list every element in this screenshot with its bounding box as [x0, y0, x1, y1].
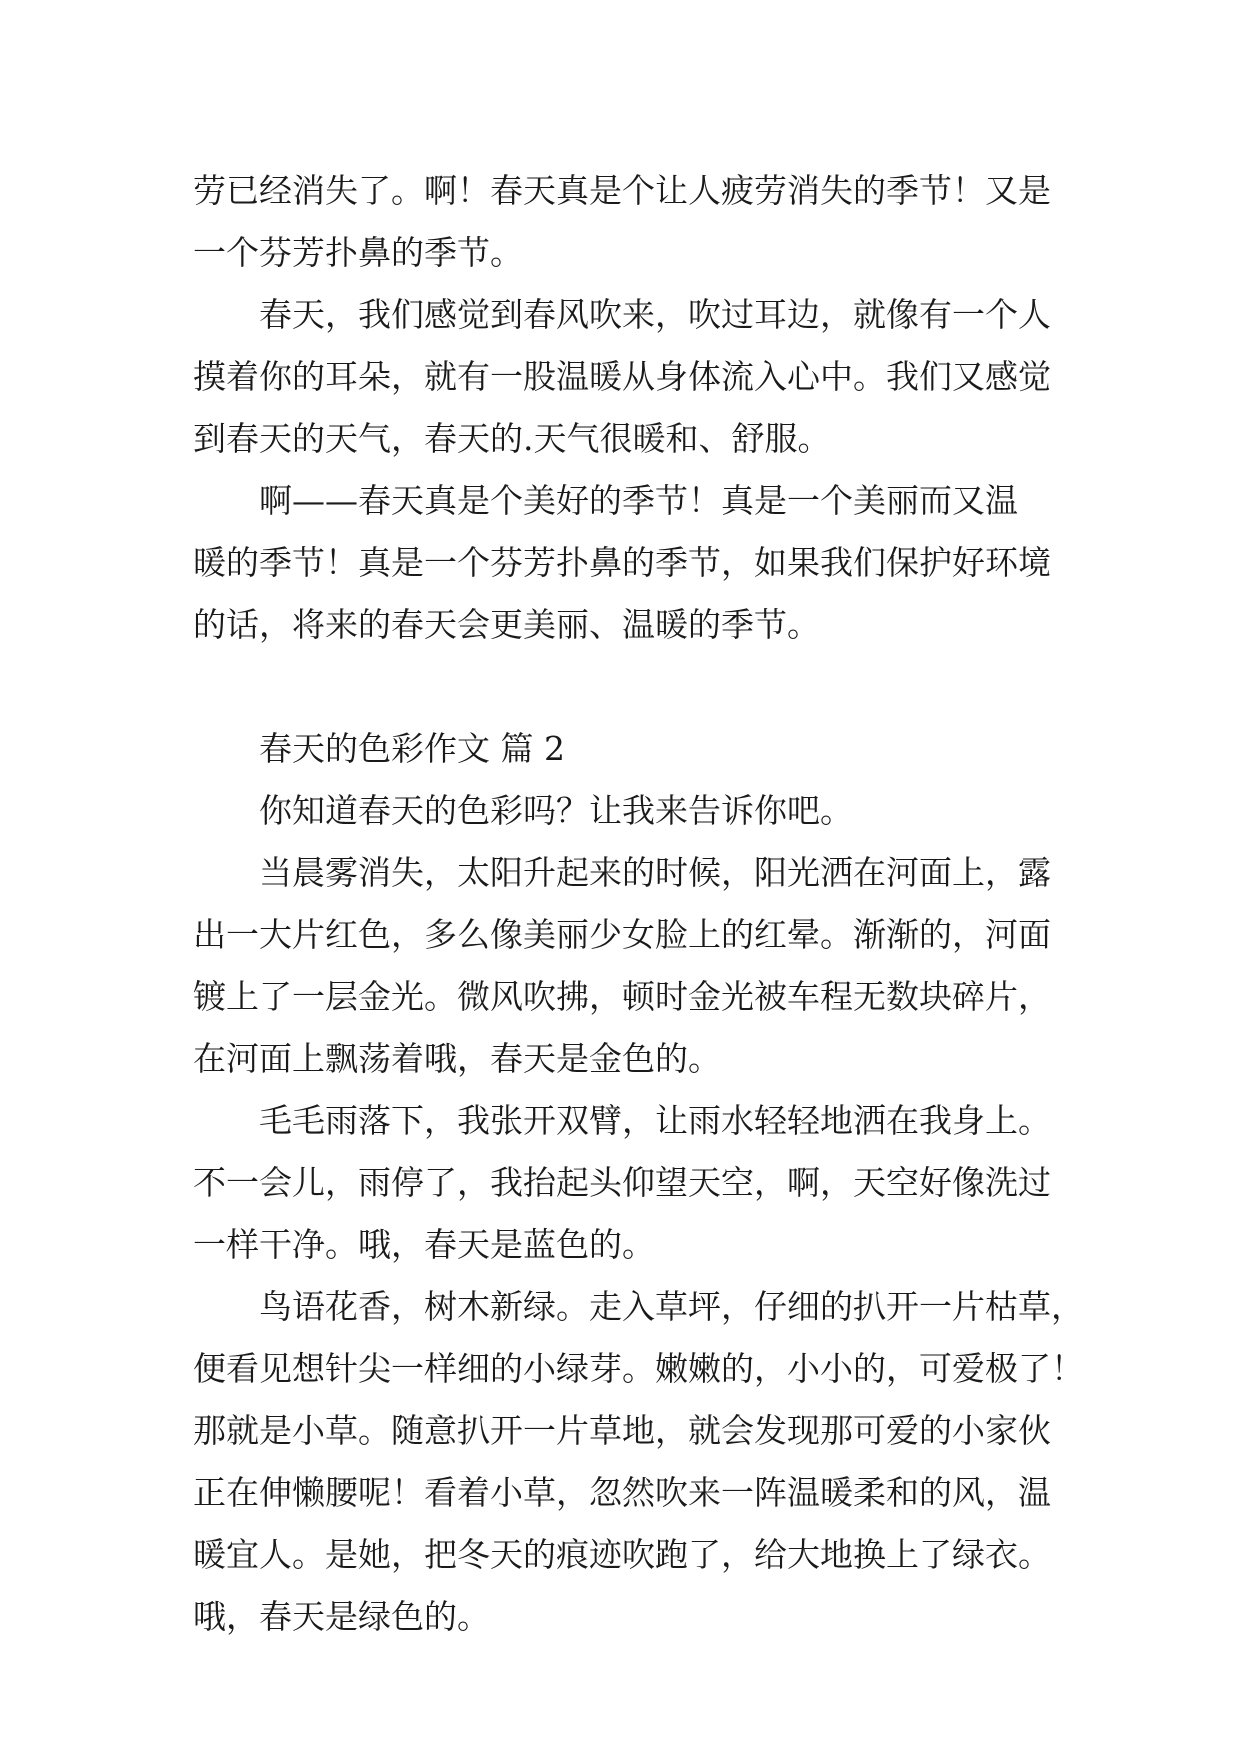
text-line: 暖的季节！真是一个芬芳扑鼻的季节，如果我们保护好环境: [193, 543, 1051, 582]
document-body: [193, 160, 1084, 1648]
text-line: 正在伸懒腰呢！看着小草，忽然吹来一阵温暖柔和的风，温: [193, 1473, 1051, 1512]
text-line: 不一会儿，雨停了，我抬起头仰望天空，啊，天空好像洗过: [193, 1163, 1051, 1202]
paragraph-start-line: 毛毛雨落下，我张开双臂，让雨水轻轻地洒在我身上。: [259, 1101, 1051, 1140]
paragraph-start-line: 当晨雾消失，太阳升起来的时候，阳光洒在河面上，露: [259, 853, 1051, 892]
text-line: 出一大片红色，多么像美丽少女脸上的红晕。渐渐的，河面: [193, 915, 1051, 954]
text-line: 镀上了一层金光。微风吹拂，顿时金光被车程无数块碎片，: [193, 977, 1051, 1016]
paragraph-start-line: 春天，我们感觉到春风吹来，吹过耳边，就像有一个人: [259, 295, 1051, 334]
text-line: 哦，春天是绿色的。: [193, 1597, 490, 1636]
text-line: 到春天的天气，春天的.天气很暖和、舒服。: [193, 419, 831, 458]
text-line: 那就是小草。随意扒开一片草地，就会发现那可爱的小家伙: [193, 1411, 1051, 1450]
text-line: 暖宜人。是她，把冬天的痕迹吹跑了，给大地换上了绿衣。: [193, 1535, 1051, 1574]
text-line: 在河面上飘荡着哦，春天是金色的。: [193, 1039, 721, 1078]
paragraph-start-line: 啊——春天真是个美好的季节！真是一个美丽而又温: [259, 481, 1018, 520]
text-line: 一样干净。哦，春天是蓝色的。: [193, 1225, 655, 1264]
section-heading: 春天的色彩作文 篇 2: [259, 729, 565, 768]
paragraph-start-line: 鸟语花香，树木新绿。走入草坪，仔细的扒开一片枯草，: [259, 1287, 1084, 1326]
text-line: 一个芬芳扑鼻的季节。: [193, 233, 523, 272]
text-line: 的话，将来的春天会更美丽、温暖的季节。: [193, 605, 820, 644]
text-line: 便看见想针尖一样细的小绿芽。嫩嫩的，小小的，可爱极了！: [193, 1349, 1084, 1388]
paragraph-start-line: 你知道春天的色彩吗？让我来告诉你吧。: [259, 791, 853, 830]
text-line: 摸着你的耳朵，就有一股温暖从身体流入心中。我们又感觉: [193, 357, 1051, 396]
text-line: 劳已经消失了。啊！春天真是个让人疲劳消失的季节！又是: [193, 171, 1051, 210]
section-gap: [193, 656, 1073, 718]
